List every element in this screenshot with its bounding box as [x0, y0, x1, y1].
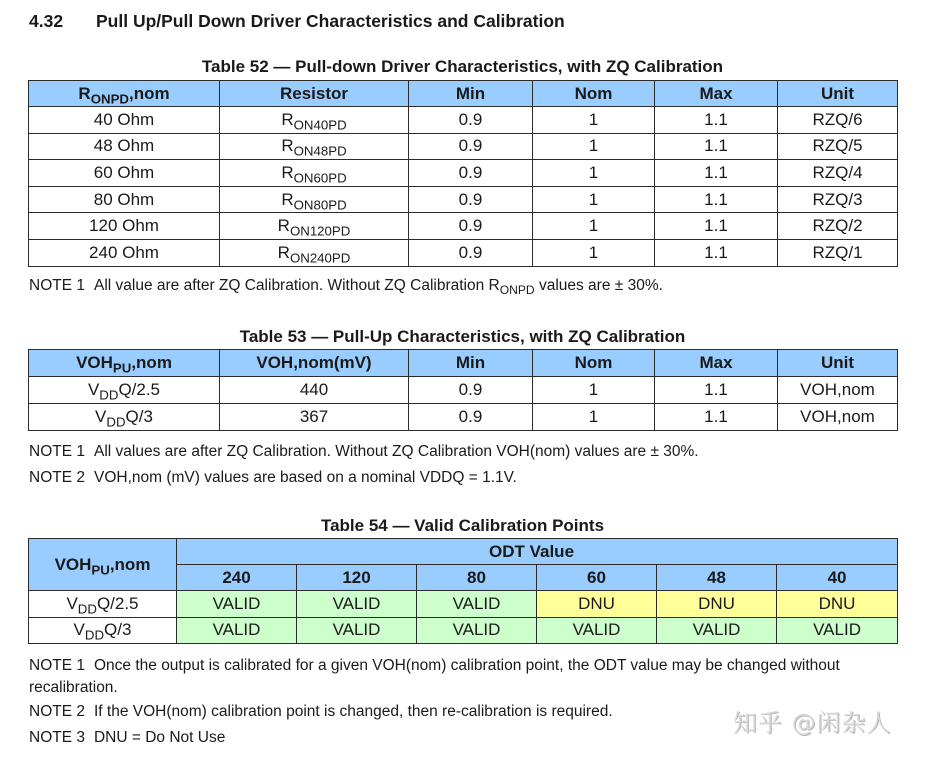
cell-status-valid: VALID	[537, 617, 657, 644]
cell-nom: 1	[533, 213, 655, 240]
cell-status-dnu: DNU	[657, 591, 777, 618]
cell-min: 0.9	[409, 404, 533, 431]
table-row	[29, 239, 898, 266]
watermark-text: 知乎 @闲杂人	[733, 709, 892, 737]
cell-vohpu: $V_{DD}Q/3$	[29, 404, 220, 431]
header-unit: Unit	[778, 81, 898, 107]
cell-vohpu: $V_{DD}Q/3$	[29, 617, 177, 644]
cell-resistor: $R_{ON40PD}$	[220, 107, 409, 134]
cell-unit: VOH,nom	[778, 377, 898, 404]
header-ronpd-nom: $R_{ONPD},nom$	[29, 81, 220, 107]
cell-vohpu: $V_{DD}Q/2.5$	[29, 377, 220, 404]
cell-status-valid: VALID	[177, 617, 297, 644]
header-odt-48: 48	[657, 565, 777, 591]
table-row	[29, 591, 898, 618]
table53-caption: Table 53 — Pull-Up Characteristics, with ZQ Calibration	[239, 327, 686, 346]
table-row	[29, 404, 898, 431]
table54-note-3: NOTE 3 DNU = Do Not Use	[29, 729, 226, 746]
table52-pulldown-driver	[28, 80, 898, 267]
cell-status-valid: VALID	[297, 617, 417, 644]
table53-note-1: NOTE 1 All values are after ZQ Calibration. Without ZQ Calibration VOH(nom) values are ± 30%.	[29, 443, 699, 460]
table53-pullup-characteristics	[28, 349, 898, 431]
cell-unit: RZQ/5	[778, 133, 898, 160]
cell-unit: RZQ/4	[778, 160, 898, 187]
table-row	[29, 133, 898, 160]
cell-min: 0.9	[409, 107, 533, 134]
table52-note-1: NOTE 1 All value are after ZQ Calibration. Without ZQ Calibration $R_{ONPD}$ values are ± 30%.	[29, 277, 663, 298]
header-unit: Unit	[778, 350, 898, 377]
table52-header-row	[29, 81, 898, 107]
cell-min: 0.9	[409, 377, 533, 404]
header-min: Min	[409, 350, 533, 377]
table53-note-2: NOTE 2 VOH,nom (mV) values are based on a nominal VDDQ = 1.1V.	[29, 469, 517, 486]
header-odt-60: 60	[537, 565, 657, 591]
cell-status-dnu: DNU	[537, 591, 657, 618]
table54-valid-calibration-points	[28, 538, 898, 644]
cell-status-valid: VALID	[417, 591, 537, 618]
table-row	[29, 186, 898, 213]
cell-voh-mv: 367	[220, 404, 409, 431]
header-max: Max	[655, 350, 778, 377]
cell-max: 1.1	[655, 160, 778, 187]
header-odt-80: 80	[417, 565, 537, 591]
cell-unit: RZQ/3	[778, 186, 898, 213]
cell-max: 1.1	[655, 107, 778, 134]
cell-nom: 1	[533, 377, 655, 404]
cell-max: 1.1	[655, 186, 778, 213]
cell-nom: 1	[533, 239, 655, 266]
cell-nom: 1	[533, 186, 655, 213]
cell-status-valid: VALID	[657, 617, 777, 644]
cell-max: 1.1	[655, 377, 778, 404]
header-resistor: Resistor	[220, 81, 409, 107]
cell-unit: RZQ/1	[778, 239, 898, 266]
cell-ronpd: 48 Ohm	[29, 133, 220, 160]
cell-status-dnu: DNU	[777, 591, 898, 618]
cell-unit: VOH,nom	[778, 404, 898, 431]
table54-caption: Table 54 — Valid Calibration Points	[320, 516, 605, 535]
cell-ronpd: 120 Ohm	[29, 213, 220, 240]
cell-resistor: $R_{ON120PD}$	[220, 213, 409, 240]
cell-min: 0.9	[409, 186, 533, 213]
table54-note-2: NOTE 2 If the VOH(nom) calibration point is changed, then re-calibration is required.	[29, 703, 613, 720]
table-row	[29, 213, 898, 240]
header-voh-nom-mv: VOH,nom(mV)	[220, 350, 409, 377]
section-number: 4.32	[29, 11, 64, 31]
cell-max: 1.1	[655, 213, 778, 240]
table-row	[29, 107, 898, 134]
header-min: Min	[409, 81, 533, 107]
header-odt-40: 40	[777, 565, 898, 591]
cell-resistor: $R_{ON48PD}$	[220, 133, 409, 160]
cell-max: 1.1	[655, 404, 778, 431]
cell-nom: 1	[533, 404, 655, 431]
table52-caption: Table 52 — Pull-down Driver Characteristics, with ZQ Calibration	[201, 57, 724, 76]
cell-min: 0.9	[409, 239, 533, 266]
cell-resistor: $R_{ON240PD}$	[220, 239, 409, 266]
header-nom: Nom	[533, 81, 655, 107]
cell-status-valid: VALID	[777, 617, 898, 644]
table54-note-1: NOTE 1 Once the output is calibrated for a given VOH(nom) calibration point, the ODT value may be changed without recalibration.	[29, 657, 840, 696]
table-row	[29, 377, 898, 404]
table53-header-row	[29, 350, 898, 377]
table-row	[29, 160, 898, 187]
cell-ronpd: 60 Ohm	[29, 160, 220, 187]
cell-ronpd: 40 Ohm	[29, 107, 220, 134]
cell-voh-mv: 440	[220, 377, 409, 404]
cell-nom: 1	[533, 160, 655, 187]
section-heading	[29, 11, 565, 32]
cell-ronpd: 240 Ohm	[29, 239, 220, 266]
cell-ronpd: 80 Ohm	[29, 186, 220, 213]
cell-unit: RZQ/2	[778, 213, 898, 240]
cell-max: 1.1	[655, 239, 778, 266]
cell-resistor: $R_{ON60PD}$	[220, 160, 409, 187]
header-odt-240: 240	[177, 565, 297, 591]
cell-nom: 1	[533, 133, 655, 160]
cell-resistor: $R_{ON80PD}$	[220, 186, 409, 213]
header-odt-value: ODT Value	[177, 539, 898, 565]
header-odt-120: 120	[297, 565, 417, 591]
cell-unit: RZQ/6	[778, 107, 898, 134]
header-nom: Nom	[533, 350, 655, 377]
cell-status-valid: VALID	[297, 591, 417, 618]
table54-group-header-row	[29, 539, 898, 565]
header-vohpu-nom: $VOH_{PU},nom$	[29, 539, 177, 591]
cell-min: 0.9	[409, 160, 533, 187]
table-row	[29, 617, 898, 644]
cell-status-valid: VALID	[417, 617, 537, 644]
cell-max: 1.1	[655, 133, 778, 160]
section-title: Pull Up/Pull Down Driver Characteristics and Calibration	[96, 11, 565, 31]
cell-status-valid: VALID	[177, 591, 297, 618]
header-max: Max	[655, 81, 778, 107]
cell-min: 0.9	[409, 133, 533, 160]
header-vohpu-nom: $VOH_{PU},nom$	[29, 350, 220, 377]
cell-nom: 1	[533, 107, 655, 134]
cell-vohpu: $V_{DD}Q/2.5$	[29, 591, 177, 618]
cell-min: 0.9	[409, 213, 533, 240]
